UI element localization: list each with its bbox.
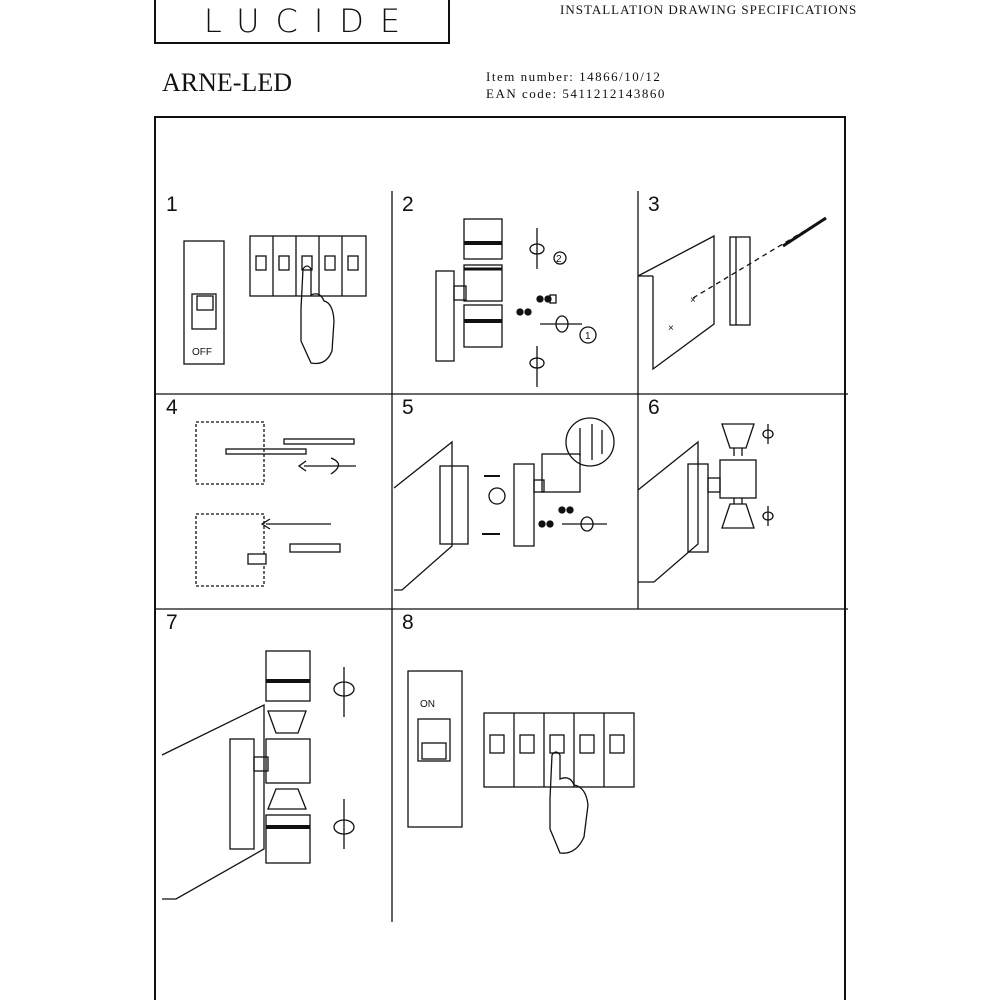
circle-2: 2 bbox=[556, 254, 562, 265]
step-2-panel bbox=[392, 191, 638, 394]
step-number: 7 bbox=[166, 611, 178, 634]
step-7-panel bbox=[156, 609, 392, 922]
step-number: 1 bbox=[166, 193, 178, 216]
step-number: 5 bbox=[402, 396, 414, 419]
step-number: 6 bbox=[648, 396, 660, 419]
product-name: ARNE-LED bbox=[162, 68, 292, 97]
step-number: 2 bbox=[402, 193, 414, 216]
ean-code: EAN code: 5411212143860 bbox=[486, 86, 666, 101]
breaker-on-icon bbox=[392, 609, 638, 922]
assembly-icon bbox=[156, 609, 392, 922]
item-number: Item number: 14866/10/12 bbox=[486, 69, 662, 84]
step-number: 3 bbox=[648, 193, 660, 216]
step-number: 8 bbox=[402, 611, 414, 634]
gu10-bulb-icon bbox=[638, 394, 848, 609]
fixture-exploded-icon bbox=[392, 191, 638, 394]
step-3-panel bbox=[638, 191, 848, 394]
step-8-panel bbox=[392, 609, 638, 922]
on-label: ON bbox=[420, 699, 435, 710]
svg-text:×: × bbox=[668, 323, 674, 334]
instructions-frame bbox=[154, 116, 846, 1000]
step-5-panel bbox=[392, 394, 638, 609]
lucide-logo: LUCIDE bbox=[154, 0, 450, 44]
drill-mark-icon bbox=[638, 191, 848, 394]
circle-1: 1 bbox=[585, 331, 591, 342]
breaker-off-icon bbox=[156, 191, 392, 394]
item-info bbox=[486, 68, 666, 102]
wiring-icon bbox=[392, 394, 638, 609]
step-4-panel bbox=[156, 394, 392, 609]
wall-plug-icon bbox=[156, 394, 392, 609]
step-number: 4 bbox=[166, 396, 178, 419]
svg-text:×: × bbox=[690, 295, 696, 306]
step-6-panel bbox=[638, 394, 848, 609]
off-label: OFF bbox=[192, 347, 212, 358]
spec-title: INSTALLATION DRAWING SPECIFICATIONS bbox=[560, 2, 858, 17]
step-1-panel bbox=[156, 191, 392, 394]
